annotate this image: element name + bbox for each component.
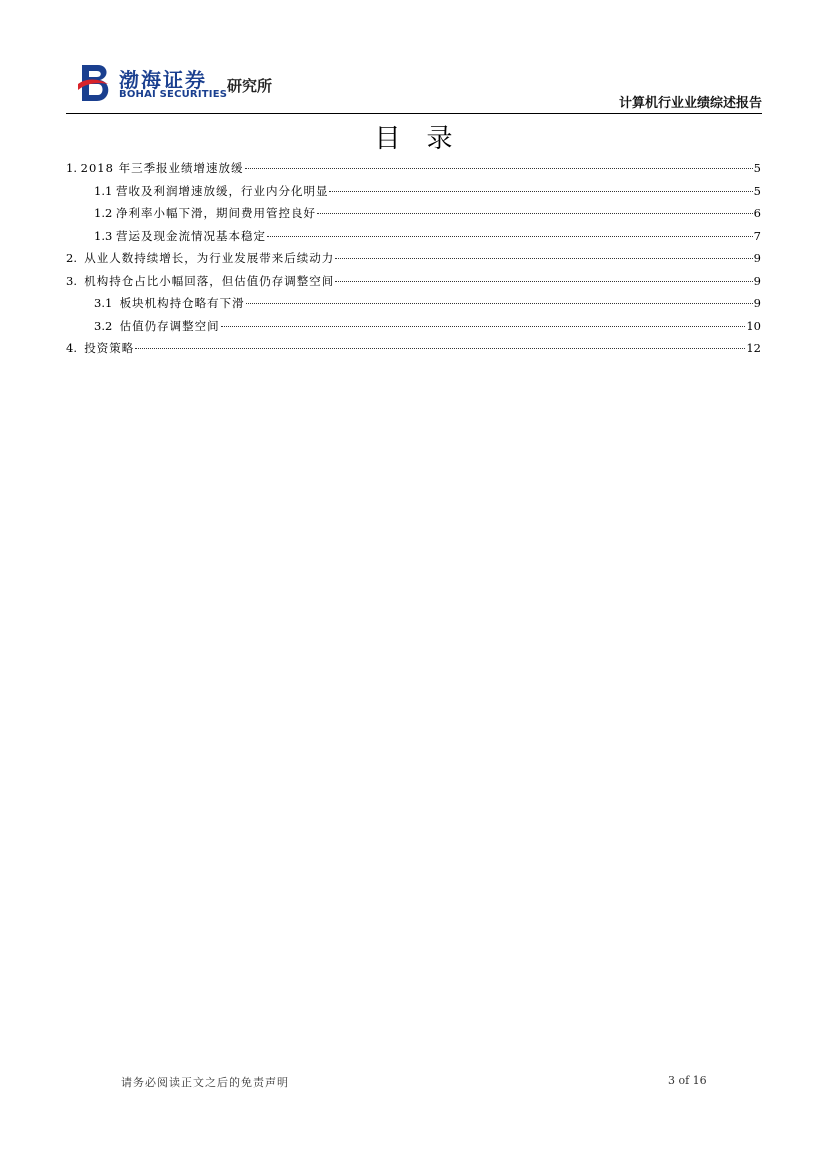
toc-entry-page: 9 [753,296,761,310]
footer-page-info: 3 of 16 [668,1074,707,1087]
toc-leader-dots [267,236,753,237]
toc-entry-text: 投资策略 [84,341,135,355]
toc-leader-dots [329,191,752,192]
toc-entry-text: 板块机构持仓略有下滑 [119,296,245,310]
toc-entry-number: 3.1 [94,296,120,310]
toc-entry-number: 3.2 [94,318,120,333]
toc-entry-page: 5 [753,183,761,198]
toc-entry-page: 7 [753,228,761,243]
toc-entry-text: 营收及利润增速放缓，行业内分化明显 [115,183,329,198]
brand-name-en: BOHAI SECURITIES [119,89,228,100]
toc-entry-number: 1. [66,161,81,175]
toc-leader-dots [135,348,745,349]
toc-entry[interactable] [66,225,761,248]
toc-entry-text: 从业人数持续增长，为行业发展带来后续动力 [84,251,335,265]
toc-entry[interactable] [66,157,761,180]
toc-entry-number: 1.2 [94,206,116,220]
toc-entry-text: 机构持仓占比小幅回落，但估值仍存调整空间 [84,273,335,288]
toc-entry-number: 3. [66,273,85,288]
toc-entry-page: 9 [753,273,761,288]
toc-entry-number: 1.1 [94,183,116,198]
toc-leader-dots [335,281,752,282]
toc-entry-number: 2. [66,251,85,265]
toc-entry[interactable] [66,202,761,225]
toc-entry[interactable] [66,337,761,360]
toc-entry-number: 1.3 [94,228,116,243]
footer-disclaimer: 请务必阅读正文之后的免责声明 [121,1076,289,1089]
table-of-contents [66,157,761,360]
toc-entry-text: 净利率小幅下滑，期间费用管控良好 [115,206,316,220]
toc-leader-dots [221,326,746,327]
toc-entry-page: 10 [746,318,761,333]
toc-entry-page: 12 [746,341,761,355]
toc-entry-text: 营运及现金流情况基本稳定 [115,228,266,243]
toc-entry[interactable] [66,180,761,203]
toc-entry-page: 9 [753,251,761,265]
bohai-logo-icon [78,62,114,104]
brand-institute: 研究所 [227,77,273,95]
toc-entry-page: 6 [753,206,761,220]
toc-leader-dots [335,258,752,259]
toc-entry[interactable] [66,292,761,315]
toc-entry-text: 2018 年三季报业绩增速放缓 [80,161,244,175]
toc-entry-number: 4. [66,341,85,355]
header-divider [66,113,762,114]
report-title: 计算机行业业绩综述报告 [618,96,762,111]
toc-title: 目录 [374,124,479,154]
toc-leader-dots [246,303,753,304]
brand-name-cn: 渤海证券 [119,68,207,92]
toc-entry-text: 估值仍存调整空间 [119,318,220,333]
toc-entry[interactable] [66,270,761,293]
toc-entry-page: 5 [753,161,761,175]
toc-leader-dots [317,213,753,214]
toc-leader-dots [245,168,753,169]
toc-entry[interactable] [66,247,761,270]
page-header [66,58,762,114]
toc-entry[interactable] [66,315,761,338]
